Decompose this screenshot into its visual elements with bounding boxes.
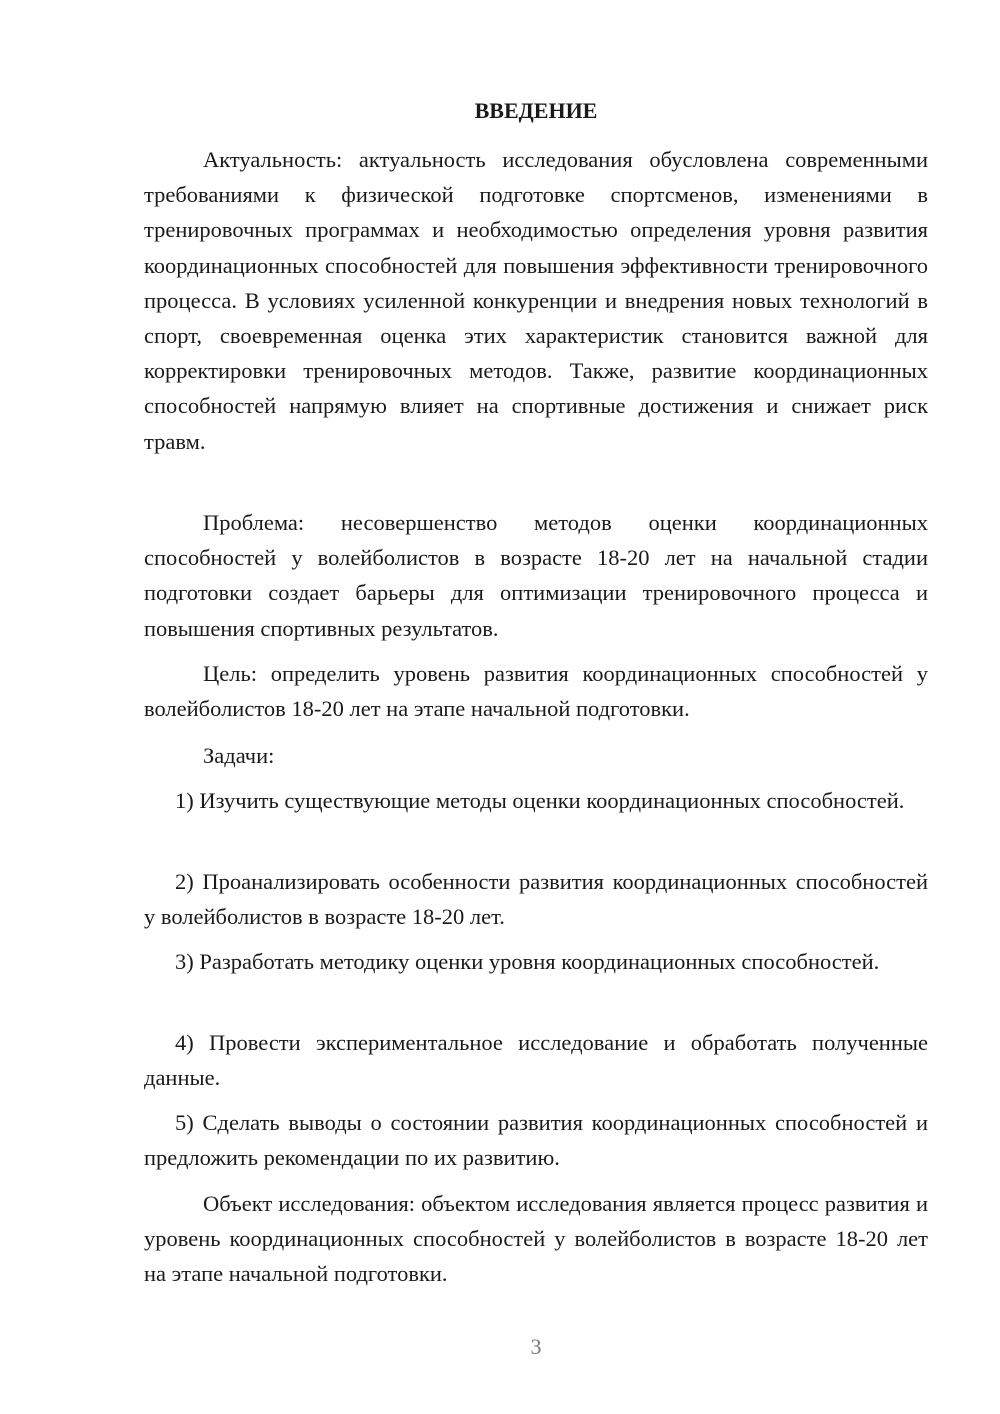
task-item-3: 3) Разработать методику оценки уровня координационных способностей. — [175, 949, 880, 974]
task-item-4: 4) Провести экспериментальное исследование и обработать полученные данные. — [144, 1030, 928, 1091]
task-item-2: 2) Проанализировать особенности развития координационных способностей у волейболистов в возрасте 18-20 лет. — [144, 869, 928, 930]
task-item-1: 1) Изучить существующие методы оценки координационных способностей. — [175, 788, 905, 813]
paragraph-goal: Цель: определить уровень развития координационных способностей у волейболистов 18-20 лет на этапе начальной подготовки. — [144, 661, 928, 722]
task-item-5: 5) Сделать выводы о состоянии развития координационных способностей и предложить рекомендации по их развитию. — [144, 1110, 928, 1171]
paragraph-problem: Проблема: несовершенство методов оценки координационных способностей у волейболистов в возрасте 18-20 лет на начальной стадии подготовки создает барьеры для оптимизации тренировочного процесса и повышения спортивных результатов. — [144, 510, 928, 641]
page-number: 3 — [530, 1334, 542, 1359]
tasks-label: Задачи: — [203, 743, 275, 768]
paragraph-relevance: Актуальность: актуальность исследования обусловлена современными требованиями к физической подготовке спортсменов, изменениями в тренировочных программах и необходимостью определения уровня развития координационных способностей для повышения эффективности тренировочного процесса. В условиях усиленной конкуренции и внедрения новых технологий в спорт, своевременная оценка этих характеристик становится важной для корректировки тренировочных методов. Также, развитие координационных способностей напрямую влияет на спортивные достижения и снижает риск травм. — [144, 147, 928, 454]
section-heading: ВВЕДЕНИЕ — [474, 98, 598, 123]
paragraph-object: Объект исследования: объектом исследования является процесс развития и уровень координационных способностей у волейболистов в возрасте 18-20 лет на этапе начальной подготовки. — [144, 1191, 928, 1287]
